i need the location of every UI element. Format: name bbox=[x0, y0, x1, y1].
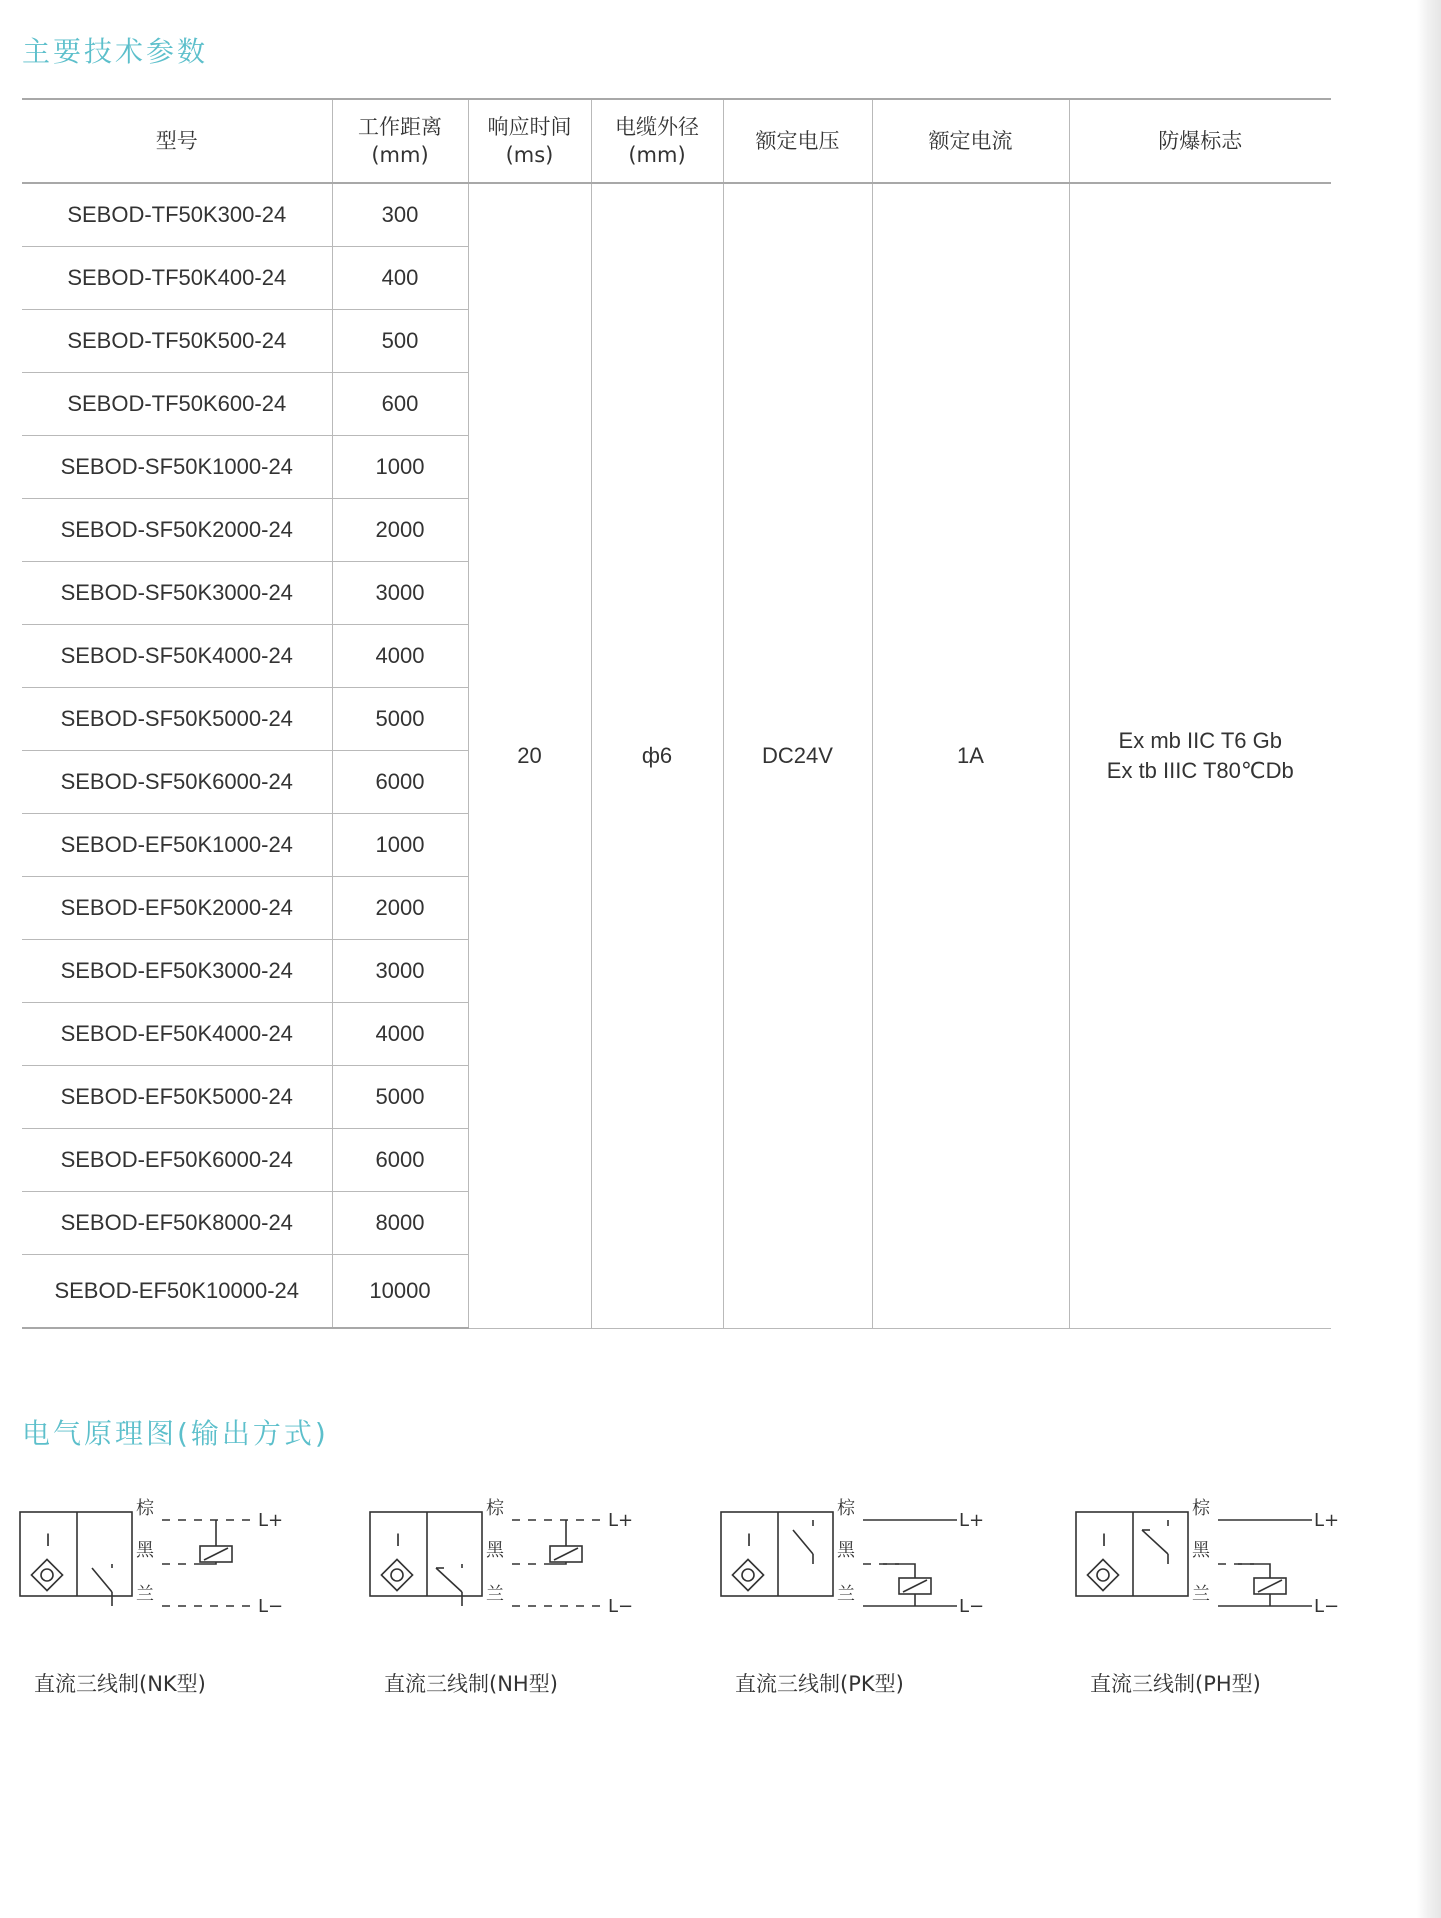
wire-label-black: 黑 bbox=[1192, 1540, 1210, 1561]
cell-model: SEBOD-EF50K5000-24 bbox=[22, 1066, 332, 1129]
header-ex-mark: 防爆标志 bbox=[1069, 99, 1331, 183]
current-symbol-label: I bbox=[45, 1531, 51, 1551]
cell-distance: 3000 bbox=[332, 562, 468, 625]
cell-model: SEBOD-SF50K5000-24 bbox=[22, 688, 332, 751]
cell-voltage: DC24V bbox=[723, 183, 872, 1328]
proximity-sensor-icon bbox=[732, 1559, 763, 1590]
circuit-schematic bbox=[20, 1470, 320, 1630]
cell-current: 1A bbox=[872, 183, 1069, 1328]
section-title-specs: 主要技术参数 bbox=[22, 35, 209, 68]
cell-model: SEBOD-SF50K1000-24 bbox=[22, 436, 332, 499]
supply-label-positive: L+ bbox=[608, 1510, 634, 1531]
sensor-box bbox=[1076, 1512, 1188, 1596]
diagram-caption: 直流三线制(PH型) bbox=[1090, 1672, 1261, 1696]
diagram-caption: 直流三线制(NK型) bbox=[34, 1672, 206, 1696]
ex-mark-line: Ex tb IIIC T80℃Db bbox=[1106, 757, 1294, 783]
header-cable-label: 电缆外径 bbox=[615, 115, 699, 139]
supply-label-negative: L− bbox=[1314, 1596, 1340, 1617]
cell-distance: 5000 bbox=[332, 1066, 468, 1129]
cell-distance: 8000 bbox=[332, 1192, 468, 1255]
wire-label-brown: 棕 bbox=[486, 1498, 504, 1519]
cell-model: SEBOD-SF50K4000-24 bbox=[22, 625, 332, 688]
header-response-unit: (ms) bbox=[505, 143, 554, 167]
cell-distance: 2000 bbox=[332, 499, 468, 562]
supply-label-positive: L+ bbox=[258, 1510, 284, 1531]
supply-label-negative: L− bbox=[258, 1596, 284, 1617]
supply-label-positive: L+ bbox=[1314, 1510, 1340, 1531]
header-distance-unit: (mm) bbox=[371, 143, 429, 167]
current-symbol-label: I bbox=[1101, 1531, 1107, 1551]
cell-model: SEBOD-TF50K500-24 bbox=[22, 310, 332, 373]
proximity-sensor-icon bbox=[1087, 1559, 1118, 1590]
cell-distance: 400 bbox=[332, 247, 468, 310]
proximity-sensor-icon bbox=[31, 1559, 62, 1590]
supply-label-negative: L− bbox=[608, 1596, 634, 1617]
wire-label-blue: 兰 bbox=[486, 1584, 504, 1605]
page-edge-shadow bbox=[1417, 0, 1441, 1918]
header-cable-unit: (mm) bbox=[628, 143, 686, 167]
sensor-box bbox=[721, 1512, 833, 1596]
section-title-circuit: 电气原理图(输出方式) bbox=[22, 1417, 329, 1450]
cell-distance: 600 bbox=[332, 373, 468, 436]
cell-response: 20 bbox=[468, 183, 591, 1328]
supply-label-negative: L− bbox=[959, 1596, 985, 1617]
cell-model: SEBOD-EF50K10000-24 bbox=[22, 1255, 332, 1329]
cell-distance: 4000 bbox=[332, 625, 468, 688]
supply-label-positive: L+ bbox=[959, 1510, 985, 1531]
circuit-schematic bbox=[721, 1470, 1021, 1630]
cell-model: SEBOD-EF50K8000-24 bbox=[22, 1192, 332, 1255]
sensor-box bbox=[20, 1512, 132, 1596]
cell-model: SEBOD-EF50K1000-24 bbox=[22, 814, 332, 877]
cell-model: SEBOD-TF50K400-24 bbox=[22, 247, 332, 310]
wire-label-brown: 棕 bbox=[837, 1498, 855, 1519]
table-row bbox=[22, 183, 1331, 247]
cell-distance: 10000 bbox=[332, 1255, 468, 1329]
diagram-caption: 直流三线制(PK型) bbox=[735, 1672, 904, 1696]
switch-contact-icon bbox=[92, 1564, 112, 1606]
relay-coil-icon bbox=[200, 1546, 232, 1562]
circuit-diagram-pk bbox=[721, 1470, 1061, 1700]
relay-lead bbox=[1238, 1564, 1270, 1578]
switch-contact-icon bbox=[793, 1520, 813, 1564]
proximity-sensor-icon bbox=[381, 1559, 412, 1590]
relay-coil-icon bbox=[550, 1546, 582, 1562]
relay-lead bbox=[883, 1564, 915, 1578]
cell-model: SEBOD-EF50K3000-24 bbox=[22, 940, 332, 1003]
ex-mark-line: Ex mb IIC T6 Gb bbox=[1118, 727, 1282, 753]
cell-distance: 3000 bbox=[332, 940, 468, 1003]
cell-distance: 4000 bbox=[332, 1003, 468, 1066]
cell-distance: 300 bbox=[332, 183, 468, 247]
cell-distance: 500 bbox=[332, 310, 468, 373]
cell-model: SEBOD-TF50K300-24 bbox=[22, 183, 332, 247]
cell-distance: 6000 bbox=[332, 1129, 468, 1192]
cell-model: SEBOD-EF50K4000-24 bbox=[22, 1003, 332, 1066]
table-header-row bbox=[22, 99, 1331, 183]
switch-contact-icon bbox=[1142, 1520, 1168, 1564]
header-distance bbox=[332, 99, 468, 183]
header-distance-label: 工作距离 bbox=[358, 115, 442, 139]
current-symbol-label: I bbox=[395, 1531, 401, 1551]
header-current: 额定电流 bbox=[872, 99, 1069, 183]
header-cable bbox=[591, 99, 723, 183]
cell-model: SEBOD-TF50K600-24 bbox=[22, 373, 332, 436]
circuit-diagram-nk bbox=[20, 1470, 360, 1700]
relay-coil-icon bbox=[1254, 1578, 1286, 1594]
cell-model: SEBOD-SF50K3000-24 bbox=[22, 562, 332, 625]
sensor-box bbox=[370, 1512, 482, 1596]
cell-distance: 5000 bbox=[332, 688, 468, 751]
cell-model: SEBOD-SF50K2000-24 bbox=[22, 499, 332, 562]
wire-label-black: 黑 bbox=[136, 1540, 154, 1561]
wire-label-blue: 兰 bbox=[1192, 1584, 1210, 1605]
wire-label-black: 黑 bbox=[837, 1540, 855, 1561]
circuit-schematic bbox=[1076, 1470, 1376, 1630]
header-response-label: 响应时间 bbox=[487, 115, 572, 139]
cell-distance: 2000 bbox=[332, 877, 468, 940]
spec-table bbox=[22, 98, 1331, 1329]
header-voltage: 额定电压 bbox=[723, 99, 872, 183]
cell-model: SEBOD-SF50K6000-24 bbox=[22, 751, 332, 814]
cell-distance: 6000 bbox=[332, 751, 468, 814]
relay-coil-icon bbox=[899, 1578, 931, 1594]
cell-distance: 1000 bbox=[332, 814, 468, 877]
current-symbol-label: I bbox=[746, 1531, 752, 1551]
wire-label-blue: 兰 bbox=[837, 1584, 855, 1605]
circuit-diagram-nh bbox=[370, 1470, 710, 1700]
wire-label-brown: 棕 bbox=[1192, 1498, 1210, 1519]
cell-model: SEBOD-EF50K2000-24 bbox=[22, 877, 332, 940]
circuit-diagram-ph bbox=[1076, 1470, 1416, 1700]
cell-ex-mark bbox=[1069, 183, 1331, 1328]
switch-contact-icon bbox=[436, 1564, 462, 1606]
wire-label-brown: 棕 bbox=[136, 1498, 154, 1519]
header-response bbox=[468, 99, 591, 183]
cell-cable: ф6 bbox=[591, 183, 723, 1328]
wire-label-blue: 兰 bbox=[136, 1584, 154, 1605]
header-model: 型号 bbox=[22, 99, 332, 183]
wire-label-black: 黑 bbox=[486, 1540, 504, 1561]
diagram-caption: 直流三线制(NH型) bbox=[384, 1672, 558, 1696]
circuit-schematic bbox=[370, 1470, 670, 1630]
cell-model: SEBOD-EF50K6000-24 bbox=[22, 1129, 332, 1192]
cell-distance: 1000 bbox=[332, 436, 468, 499]
